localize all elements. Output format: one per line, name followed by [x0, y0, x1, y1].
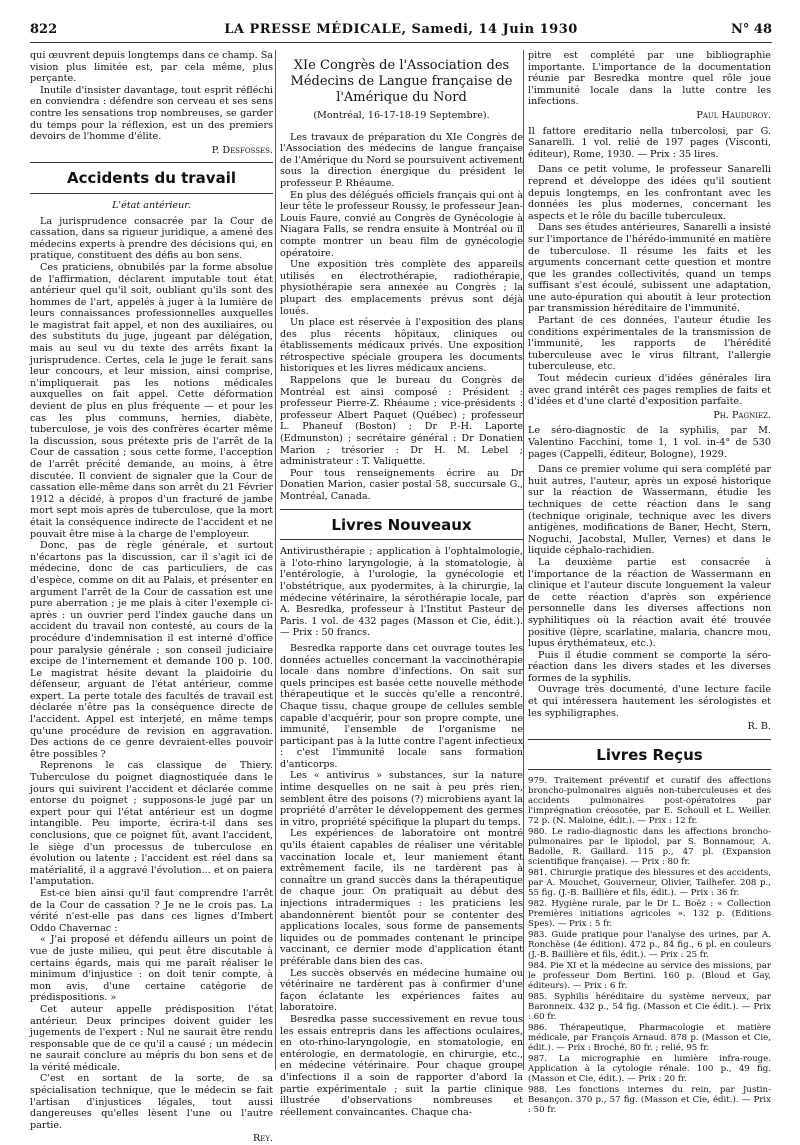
paragraph: Les travaux de préparation du XIe Congrès de l'Association des médecins de langue française de l'Amérique du Nord se poursuivent activement sous la direction énergique du président le professeur P. Rhéaume. — [280, 131, 523, 189]
section-subtitle: L'état antérieur. — [112, 199, 191, 211]
column-2 — [280, 50, 523, 1118]
signature: P. Desfosses. — [211, 144, 273, 156]
section-title-new-books: Livres Nouveaux — [280, 509, 523, 541]
received-item: 980. Le radio-diagnostic dans les affections broncho-pulmonaires par le lipiodol, par S. Bonnamour, A. Badolle, R. Gaillard. 115 p., 47 pl. (Expansion scientifique française). — Prix : 80 fr. — [528, 827, 771, 868]
column-divider-2 — [523, 50, 524, 1070]
received-item: 987. La micrographie en lumière infra-rouge. Application à la cytologie rénale. 100 p., 49 fig. (Masson et Cie, édit.). — Prix : 20 fr. — [528, 1054, 771, 1085]
received-item: 983. Guide pratique pour l'analyse des urines, par A. Ronchèse (4e édition). 472 p., 84 fig., 6 pl. en couleurs (J.-B. Baillière et fils, édit.). — Prix : 25 fr. — [528, 930, 771, 961]
signature: Paul Hauduroy. — [696, 109, 771, 121]
paragraph: Besredka passe successivement en revue tous les essais entrepris dans les affections oculaires, en oto-rhino-laryngologie, en stomatologie, en entérologie, en dermatologie, en chirurgie, etc., en médecine vétérinaire. Pour chaque groupe d'infections il a soin de rapporter d'abord la partie expérimentale ; suit la partie clinique illustrée d'observations nombreuses et réellement convaincantes. Chaque cha- — [280, 1013, 523, 1118]
signature: Ph. Pagniez. — [713, 409, 771, 421]
paragraph: Les « antivirus » substances, sur la nature intime desquelles on ne sait à peu près rien, semblent être des poisons (?) microbiens ayant la propriété d'arrêter le développement des germes in vitro, propriété spécifique la plupart du temps. — [280, 770, 523, 828]
paragraph: Ouvrage très documenté, d'une lecture facile et qui intéressera hautement les sérologistes et les syphiligraphes. — [528, 684, 771, 719]
paragraph: Pour tous renseignements écrire au Dr Donatien Marion, casier postal 58, succursale G., Montréal, Canada. — [280, 467, 523, 502]
column-divider-1 — [275, 50, 276, 1070]
received-item: 985. Syphilis héréditaire du système nerveux, par Baronneix. 432 p., 54 fig. (Masson et Cie édit.). — Prix : 60 fr. — [528, 992, 771, 1023]
paragraph: Une exposition très complète des appareils utilisés en électrothérapie, radiothérapie, physiothérapie sera annexée au Congrès ; la plupart des emplacements prévus sont déjà loués. — [280, 259, 523, 317]
paragraph: Inutile d'insister davantage, tout esprit réfléchi en conviendra : défendre son cerveau et ses sens contre les sensations trop nombreuses, se garder du temps pour la réflexion, est un des premiers devoirs de l'homme d'élite. — [30, 84, 273, 143]
paragraph: Rappelons que le bureau du Congrès de Montréal est ainsi composé : Président : professeur Pierre-Z. Rhéaume ; vice-présidents : professeur Albert Paquet (Québec) ; professeur L. Phaneuf (Boston) ; Dr P.-H. Laporte (Edmunston) ; secrétaire général : Dr Donatien Marion ; trésorier : Dr H. M. Lebel ; administrateur : T. Valiquette. — [280, 375, 523, 468]
paragraph: Les expériences de laboratoire ont montré qu'ils étaient capables de réaliser une véritable vaccination locale et, leur maniement étant extrêmement facile, ils ne tardèrent pas à connaître un grand succès dans la thérapeutique de chaque jour. On pratiquait au début des injections intradermiques : les praticiens les abandonnèrent bientôt pour se contenter des applications locales, sous forme de pansements liquides ou de pommades contenant le principe vaccinant, ce dernier mode d'application étant préférable dans bien des cas. — [280, 828, 523, 967]
paragraph: La jurisprudence consacrée par la Cour de cassation, dans sa rigueur juridique, a amené des médecins experts à prendre des décisions qui, en pratique, constituent des défis au bon sens. — [30, 215, 273, 262]
received-item: 988. Les fonctions internes du rein, par Justin-Besançon. 370 p., 57 fig. (Masson et Cie, édit.). — Prix : 50 fr. — [528, 1085, 771, 1116]
paragraph: Dans ce petit volume, le professeur Sanarelli reprend et développe des idées qu'il soutient depuis longtemps, en les confrontant avec les données les plus modernes, concernant les aspects et le rôle du bacille tuberculeux. — [528, 164, 771, 222]
book-title: Antivirusthérapie ; application à l'ophtalmologie, à l'oto-rhino laryngologie, à la stomatologie, à l'entérologie, à l'urologie, la gynécologie et l'obstétrique, aux pyodermites, à la chirurgie, la médecine vétérinaire, la sérothérapie locale, par A. Besredka, professeur à l'Institut Pasteur de Paris. 1 vol. de 432 pages (Masson et Cie, édit.). — Prix : 50 francs. — [280, 546, 523, 639]
book-title: Le séro-diagnostic de la syphilis, par M. Valentino Facchini, tome 1, 1 vol. in-4° de 530 pages (Cappelli, éditeur, Bologne), 1929. — [528, 425, 771, 460]
paragraph: Donc, pas de règle générale, et surtout n'écartons pas la discussion, car il s'agit ici de médecine, donc de cas particuliers, de cas d'espèce, comme on dit au Palais, et présenter en argument l'arrêt de la Cour de cassation est une pure aberration ; je me plais à citer l'exemple ci-après : un ouvrier perd l'index gauche dans un accident du travail non contesté, au cours de la procédure d'indemnisation il est interné d'office pour paralysie générale ; son conseil judiciaire excipe de l'internement et demande 100 p. 100. Le magistrat hésite devant la plaidoirie du défenseur, arguant de l'état antérieur, comme expert. La perte totale des facultés de travail est déclarée n'être pas la conséquence directe de l'accident. Appel est interjeté, en même temps qu'une procédure de revision en aggravation. Des actions de ce genre devraient-elles pouvoir être possibles ? — [30, 540, 273, 760]
received-item: 984. Pie XI et la médecine au service des missions, par le professeur Dom Bertini. 160 p. (Bloud et Gay, éditeurs). — Prix : 6 fr. — [528, 961, 771, 992]
congress-date: (Montréal, 16-17-18-19 Septembre). — [313, 110, 490, 121]
paragraph: Reprenons le cas classique de Thiery. Tuberculose du poignet diagnostiquée dans le jours qui suivirent l'accident et déclarée comme entorse du poignet ; supposons-le jugé par un expert pour qui l'état antérieur est un dogme intangible. Peu importe, écrira-t-il dans ses conclusions, que ce poignet fût, avant l'accident, le siège d'un processus de tuberculose en évolution ou latente ; l'accident est réel dans sa matérialité, il a aggravé l'évolution... et on paiera l'amputation. — [30, 760, 273, 888]
signature: R. B. — [747, 721, 771, 733]
signature: Rey. — [252, 1133, 273, 1145]
paragraph: Les succès observés en médecine humaine ou vétérinaire ne tardèrent pas à confirmer d'une façon éclatante les expériences faites au laboratoire. — [280, 967, 523, 1014]
page-header — [30, 22, 772, 40]
issue-number: N° 48 — [731, 22, 772, 37]
paragraph: Ces praticiens, obnubilés par la forme absolue de l'affirmation, déclarent imputable tout état antérieur quel qu'il soit, oubliant qu'ils sont des hommes de l'art, appelés à juger à la lumière de leurs connaissances professionnelles auxquelles le magistrat fait appel, et non des auxiliaires, ou des substituts du juge, jugeant par délégation, mais au seul vu du texte des arrêts fixant la jurisprudence. Certes, cela le juge le ferait sans leur concours, et leur mission, ainsi comprise, n'impliquerait pas les notions médicales auxquelles on fait appel. Cette déformation devient de plus en plus fréquente — et pour les cas les plus communs, hernies, diabète, tuberculose, je vois des confrères écarter même la discussion, sous prétexte pris de l'arrêt de la Cour de cassation ; sous cette forme, l'acception de l'arrêt précité demande, au moins, à être discutée. Il convient de signaler que la Cour de cassation elle-même dans son arrêt du 21 Février 1912 a décidé, à propos d'un fracturé de jambe mort sept mois après de tuberculose, que la mort était la conséquence indirecte de l'accident et ne pouvait être mise à la charge de l'employeur. — [30, 261, 273, 540]
journal-title: LA PRESSE MÉDICALE, Samedi, 14 Juin 1930 — [224, 22, 578, 37]
paragraph: C'est en sortant de la sorte, de sa spécialisation technique, que le médecin se fait l'artisan d'injustices légales, tout aussi dangereuses qu'elles lèsent l'une ou l'autre partie. — [30, 1073, 273, 1131]
paragraph: Puis il étudie comment se comporte la séro-réaction dans les divers stades et les diverses formes de la syphilis. — [528, 649, 771, 684]
paragraph: Cet auteur appelle prédisposition l'état antérieur. Deux principes doivent guider les jugements de l'expert : Nul ne saurait être rendu responsable que de ce qu'il a causé ; un médecin ne saurait conclure au mépris du bon sens et de la vérité médicale. — [30, 1003, 273, 1073]
received-item: 979. Traitement préventif et curatif des affections broncho-pulmonaires aiguës non-tuberculeuses et des accidents pulmonaires post-opératoires par l'imprégnation créosotée, par E. Schoull et L. Weiller. 72 p. (N. Maloine, édit.). — Prix : 12 fr. — [528, 776, 771, 827]
paragraph: Dans ses études antérieures, Sanarelli a insisté sur l'importance de l'hérédo-immunité en matière de tuberculose. Il résume les faits et les arguments concernant cette question et montre que les grandes collectivités, quand un temps suffisant s'est écoulé, subissent une adaptation, une auto-épuration qui aboutit à leur protection par transmission héréditaire de l'immunité. — [528, 222, 771, 315]
section-title-books-received: Livres Reçus — [528, 739, 771, 771]
page-number: 822 — [30, 22, 58, 37]
paragraph: Besredka rapporte dans cet ouvrage toutes les données actuelles concernant la vaccinothérapie locale dans nombre d'infections. On sait sur quels principes est basée cette nouvelle méthode thérapeutique et le succès qu'elle a rencontré. Chaque tissu, chaque groupe de cellules semble capable d'acquérir, pour son propre compte, une immunité, l'ensemble de l'organisme ne participant pas à la lutte contre l'agent infectieux : c'est l'immunité locale sans formation d'anticorps. — [280, 642, 523, 770]
header-rule — [30, 42, 772, 43]
paragraph: Tout médecin curieux d'idées générales lira avec grand intérêt ces pages remplies de faits et d'idées et d'une clarté d'exposition parfaite. — [528, 373, 771, 408]
paragraph: Est-ce bien ainsi qu'il faut comprendre l'arrêt de la Cour de cassation ? Je ne le crois pas. La vérité n'est-elle pas dans ces lignes d'Imbert Oddo Chavernac : — [30, 887, 273, 934]
paragraph: pitre est complété par une bibliographie importante. L'importance de la documentation réunie par Besredka montre quel rôle joue l'immunité locale dans la lutte contre les infections. — [528, 50, 771, 108]
received-item: 986. Thérapeutique, Pharmacologie et matière médicale, par François Arnaud. 878 p. (Masson et Cie, édit.). — Prix : Broché, 80 fr. ; relié, 95 fr. — [528, 1023, 771, 1054]
paragraph: qui œuvrent depuis longtemps dans ce champ. Sa vision plus limitée est, par cela même, plus perçante. — [30, 50, 273, 85]
paragraph: En plus des délégués officiels français qui ont à leur tête le professeur Roussy, le professeur Jean-Louis Faure, convié au Congrès de Gynécologie à Niagara Falls, se rendra ensuite à Montréal où il compte montrer un beau film de gynécologie opératoire. — [280, 189, 523, 259]
paragraph: « J'ai proposé et défendu ailleurs un point de vue de juste milieu, qui peut être discutable à certains égards, mais qui me paraît réaliser le minimum d'injustice : on doit tenir compte, à mon avis, d'une certaine catégorie de prédispositions. » — [30, 934, 273, 1004]
book-title: Il fattore ereditario nella tubercolosi, par G. Sanarelli. 1 vol. relié de 197 pages (Visconti, éditeur), Rome, 1930. — Prix : 35 lires. — [528, 125, 771, 160]
paragraph: La deuxième partie est consacrée à l'importance de la réaction de Wassermann en clinique et l'auteur discute longuement la valeur de cette réaction d'après son expérience personnelle dans les diverses affections non syphilitiques où la réaction avait été trouvée positive (lèpre, scarlatine, malaria, chancre mou, lupus érythémateux, etc.). — [528, 556, 771, 650]
paragraph: Un place est réservée à l'exposition des plans des plus récents hôpitaux, cliniques ou établissements médicaux privés. Une exposition rétrospective spéciale groupera les documents historiques et les livres médicaux anciens. — [280, 317, 523, 375]
paragraph: Dans ce premier volume qui sera complété par huit autres, l'auteur, après un exposé historique sur la réaction de Wassermann, étudie les techniques de cette réaction dans le sang (technique originale, technique avec les divers antigènes, modifications de Baner, Hecht, Stern, Noguchi, Jacobstal, Muller, Vernes) et dans le liquide céphalo-rachidien. — [528, 464, 771, 557]
section-title-accidents: Accidents du travail — [30, 162, 273, 194]
congress-title: XIe Congrès de l'Association des Médecins de Langue française de l'Amérique du Nord — [290, 58, 513, 105]
received-item: 982. Hygiène rurale, par le Dr L. Boëz : « Collection Premières initiations agricoles ». 132 p. (Editions Spes). — Prix : 5 fr. — [528, 899, 771, 930]
received-item: 981. Chirurgie pratique des blessures et des accidents, par A. Mouchet, Gouverneur, Olivier, Tailhefer. 208 p., 55 fig. (J.-B. Baillière et fils, édit.). — Prix : 36 fr. — [528, 868, 771, 899]
column-1 — [30, 50, 273, 1145]
column-3 — [528, 50, 771, 1116]
paragraph: Partant de ces données, l'auteur étudie les conditions expérimentales de la transmission de l'immunité, les rapports de l'hérédité tuberculeuse avec le virus filtrant, l'allergie tuberculeuse, etc. — [528, 315, 771, 373]
